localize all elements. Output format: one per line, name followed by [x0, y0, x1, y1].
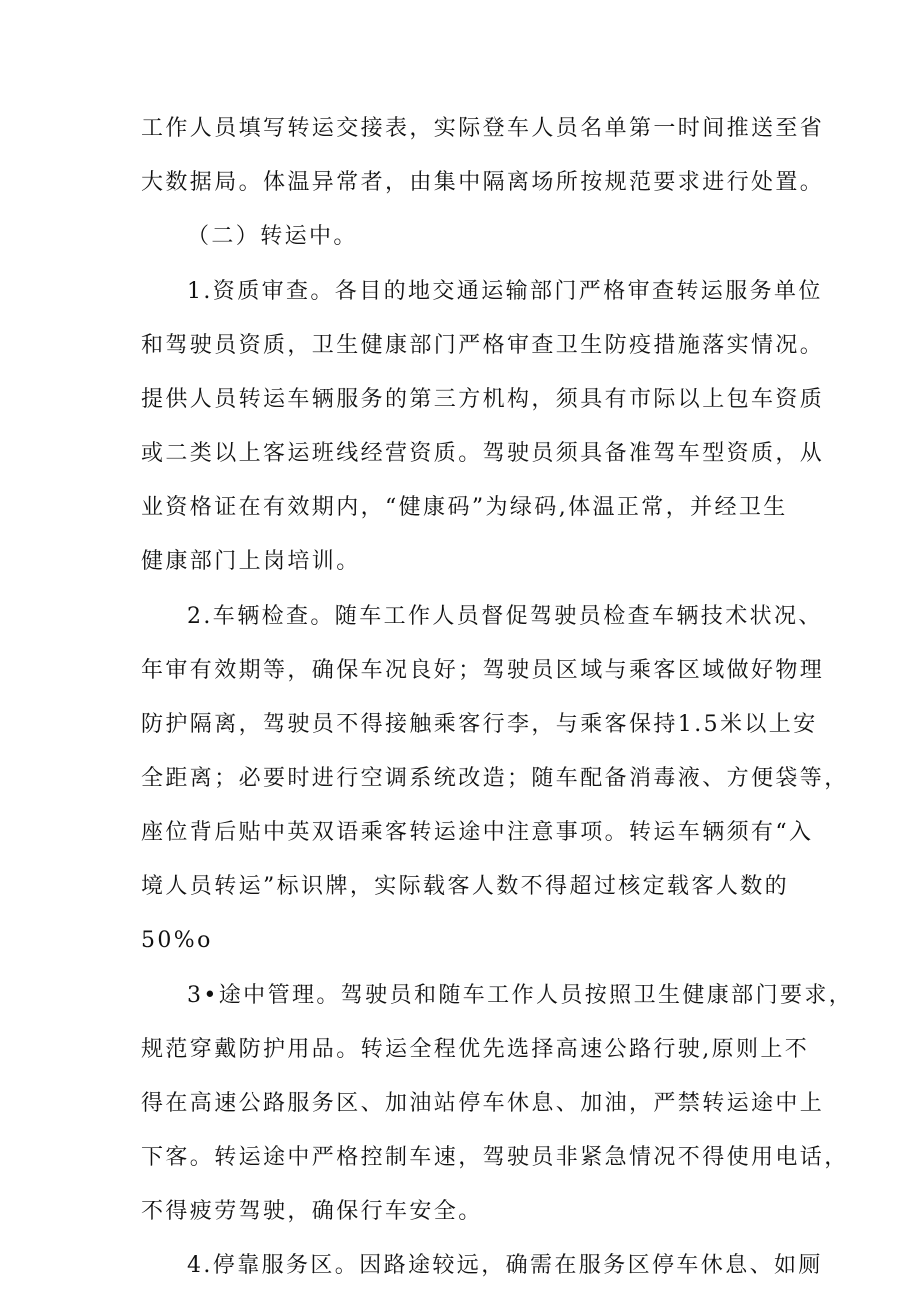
text-line-7: 或二类以上客运班线经营资质。驾驶员须具备准驾车型资质，从 — [141, 441, 825, 466]
text-line-9: 健康部门上岗培训。 — [141, 549, 361, 574]
text-line-6: 提供人员转运车辆服务的第三方机构，须具有市际以上包车资质 — [141, 387, 825, 412]
text-line-22: 4.停靠服务区。因路途较远，确需在服务区停车休息、如厕 — [187, 1253, 823, 1278]
text-line-8: 业资格证在有效期内，“健康码”为绿码,体温正常，并经卫生 — [141, 495, 788, 520]
text-line-11: 年审有效期等，确保车况良好；驾驶员区域与乘客区域做好物理 — [141, 658, 825, 683]
text-line-21: 不得疲劳驾驶，确保行车安全。 — [141, 1199, 483, 1224]
section-heading: （二）转运中。 — [187, 224, 358, 249]
text-line-16: 50%o — [141, 928, 213, 953]
text-line-17: 3•途中管理。驾驶员和随车工作人员按照卫生健康部门要求， — [187, 983, 854, 1008]
text-line-10: 2.车辆检查。随车工作人员督促驾驶员检查车辆技术状况、 — [187, 604, 823, 629]
text-line-5: 和驾驶员资质，卫生健康部门严格审查卫生防疫措施落实情况。 — [141, 333, 825, 358]
text-line-12: 防护隔离，驾驶员不得接触乘客行李，与乘客保持1.5米以上安 — [141, 712, 818, 737]
text-line-18: 规范穿戴防护用品。转运全程优先选择高速公路行驶,原则上不 — [141, 1037, 810, 1062]
text-line-19: 得在高速公路服务区、加油站停车休息、加油，严禁转运途中上 — [141, 1091, 825, 1116]
text-line-1: 工作人员填写转运交接表，实际登车人员名单第一时间推送至省 — [141, 116, 825, 141]
text-line-20: 下客。转运途中严格控制车速，驾驶员非紧急情况不得使用电话， — [141, 1145, 849, 1170]
text-line-14: 座位背后贴中英双语乘客转运途中注意事项。转运车辆须有“入 — [141, 820, 814, 845]
text-line-15: 境人员转运”标识牌，实际载客人数不得超过核定载客人数的 — [141, 874, 790, 899]
text-line-13: 全距离；必要时进行空调系统改造；随车配备消毒液、方便袋等， — [141, 766, 849, 791]
text-line-2: 大数据局。体温异常者，由集中隔离场所按规范要求进行处置。 — [141, 170, 825, 195]
text-line-4: 1.资质审查。各目的地交通运输部门严格审查转运服务单位 — [187, 279, 823, 304]
